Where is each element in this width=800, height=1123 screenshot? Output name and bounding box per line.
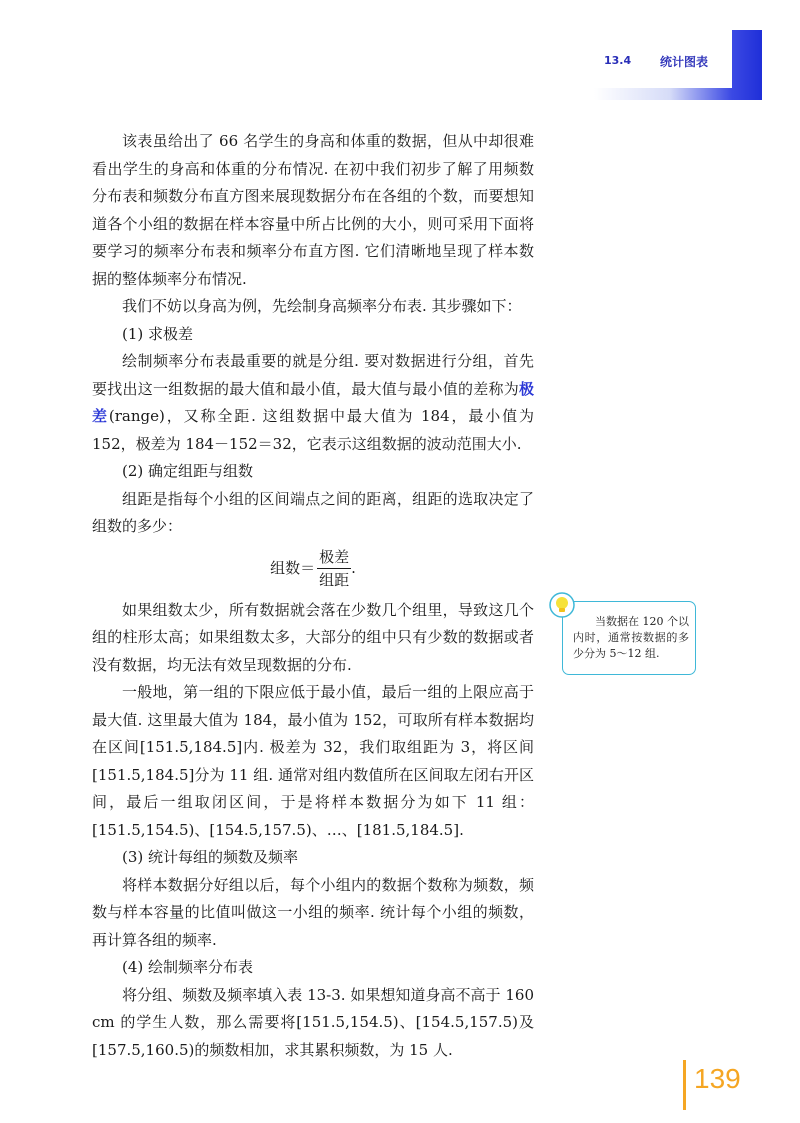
- paragraph: 该表虽给出了 66 名学生的身高和体重的数据，但从中却很难看出学生的身高和体重的分布情况. 在初中我们初步了解了用频数分布表和频数分布直方图来展现数据分布在各组的个数，而要想知道各个小组的数据在样本容量中所占比例的大小，则可采用下面将要学习的频率分布表和频率分布直方图. 它们清晰地呈现了样本数据的整体频率分布情况.: [92, 132, 534, 288]
- formula-lhs: 组数＝: [270, 558, 316, 577]
- text-span: 绘制频率分布表最重要的就是分组. 要对数据进行分组，首先要找出这一组数据的最大值和最小值，最大值与最小值的差称为: [92, 352, 534, 398]
- paragraph: 一般地，第一组的下限应低于最小值，最后一组的上限应高于最大值. 这里最大值为 184，最小值为 152，可取所有样本数据均在区间[151.5,184.5]内. 极差为 32，我们取组距为 3，将区间[151.5,184.5]分为 11 组. 通常对组内数值所在区间取左闭右开区间，最后一组取闭区间，于是将样本数据分为如下 11 组：[151.5,154.5)、[154.5,157.5)、…、[181.5,184.5].: [92, 683, 534, 839]
- step-heading: (3) 统计每组的频数及频率: [122, 848, 299, 866]
- page-number-rule: [683, 1060, 686, 1110]
- formula-denominator: 组距: [319, 571, 350, 589]
- paragraph: 将分组、频数及频率填入表 13-3. 如果想知道身高不高于 160 cm 的学生人数，那么需要将[151.5,154.5)、[154.5,157.5)及[157.5,160.5)的频数相加，求其累积频数，为 15 人.: [92, 985, 534, 1059]
- section-number: 13.4: [604, 54, 632, 67]
- step-heading: (1) 求极差: [122, 324, 194, 343]
- formula-end: .: [351, 558, 356, 577]
- formula-fraction: [317, 546, 351, 591]
- side-note-text: 当数据在 120 个以内时，通常按数据的多少分为 5～12 组.: [573, 615, 689, 660]
- text-span: (range)，又称全距. 这组数据中最大值为 184，最小值为 152，极差为 184－152＝32，它表示这组数据的波动范围大小.: [92, 407, 534, 453]
- paragraph: 组距是指每个小组的区间端点之间的距离，组距的选取决定了组数的多少：: [92, 489, 534, 535]
- step-heading: (2) 确定组距与组数: [122, 462, 254, 480]
- section-title: 统计图表: [660, 55, 709, 69]
- paragraph-range: [92, 348, 534, 458]
- formula: [92, 541, 534, 597]
- lightbulb-icon: [549, 592, 575, 618]
- paragraph: 我们不妨以身高为例，先绘制身高频率分布表. 其步骤如下：: [122, 297, 522, 315]
- paragraph: 将样本数据分好组以后，每个小组内的数据个数称为频数，频数与样本容量的比值叫做这一小组的频率. 统计每个小组的频数，再计算各组的频率.: [92, 875, 534, 949]
- step-heading: (4) 绘制频率分布表: [122, 958, 254, 976]
- term-range: 极差: [92, 379, 534, 425]
- paragraph: 如果组数太少，所有数据就会落在少数几个组里，导致这几个组的柱形太高；如果组数太多，大部分的组中只有少数的数据或者没有数据，均无法有效呈现数据的分布.: [92, 600, 534, 674]
- page-number: 139: [694, 1063, 741, 1094]
- main-text: [92, 128, 534, 1064]
- formula-numerator: 极差: [317, 546, 351, 569]
- side-note: [562, 601, 696, 675]
